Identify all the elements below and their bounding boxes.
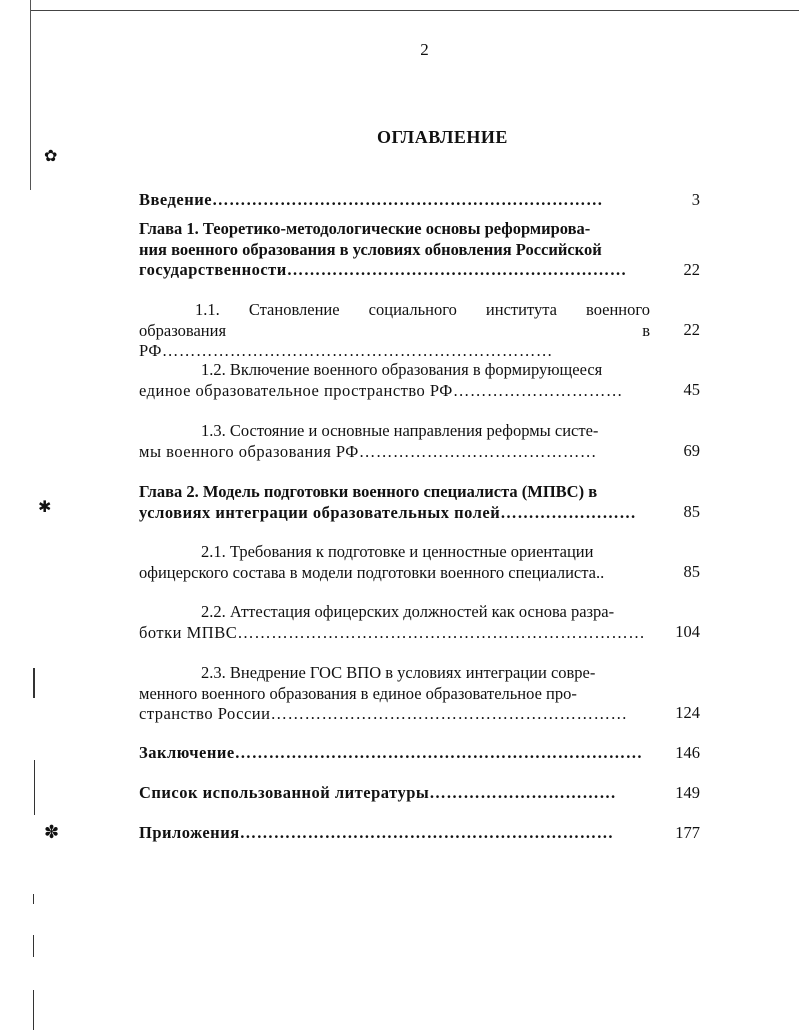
scan-speck	[33, 935, 34, 957]
scan-mark-icon: ✱	[38, 497, 52, 516]
scan-mark-icon: ✽	[44, 822, 60, 843]
scan-edge-top	[30, 10, 799, 11]
toc-entry-section-2-2: 2.2. Аттестация офицерских должностей как основа разра- ботки МПВС………………………………………………………………	[139, 602, 646, 642]
scan-speck	[33, 990, 34, 1030]
toc-entry-chapter-2: Глава 2. Модель подготовки военного специалиста (МПВС) в условиях интеграции образовательных полей……………………	[139, 482, 637, 522]
toc-entry-section-1-2: 1.2. Включение военного образования в формирующееся единое образовательное пространство РФ…………………………	[139, 360, 623, 400]
page-title: ОГЛАВЛЕНИЕ	[377, 127, 508, 147]
page-ref: 22	[683, 260, 700, 279]
page-ref: 85	[683, 502, 700, 521]
toc-entry-section-1-3: 1.3. Состояние и основные направления реформы систе- мы военного образования РФ……………………………………	[139, 421, 599, 461]
scan-speck	[33, 894, 34, 904]
toc-entry-chapter-1: Глава 1. Теоретико-методологические основы реформирова- ния военного образования в условиях обновления Российской государственности……………………………………………………	[139, 219, 627, 279]
page-ref: 45	[683, 380, 700, 399]
toc-entry-section-2-1: 2.1. Требования к подготовке и ценностные ориентации офицерского состава в модели подготовки военного специалиста..	[139, 542, 605, 582]
page-ref: 177	[675, 823, 700, 842]
toc-entry-section-2-3: 2.3. Внедрение ГОС ВПО в условиях интеграции совре- менного военного образования в единое образовательное про- странство России………………………………………………………	[139, 663, 628, 723]
page-ref: 3	[691, 190, 700, 209]
page-ref: 85	[683, 562, 700, 581]
toc-entry-conclusion: Заключение………………………………………………………………	[139, 743, 643, 762]
page-ref: 69	[683, 441, 700, 460]
scan-speck	[33, 668, 35, 698]
toc-entry-section-1-1: 1.1. Становление социального института военного образования в РФ……………………………………………………………	[139, 300, 650, 360]
scan-edge-left	[30, 0, 31, 190]
page-ref: 104	[675, 622, 700, 641]
page-number: 2	[420, 40, 429, 59]
page-ref: 22	[683, 320, 700, 339]
toc-entry-introduction: Введение……………………………………………………………	[139, 190, 604, 209]
toc-entry-references: Список использованной литературы……………………………	[139, 783, 617, 802]
scan-mark-icon: ✿	[44, 146, 58, 165]
scan-speck	[34, 760, 35, 815]
page-ref: 149	[675, 783, 700, 802]
page-ref: 124	[675, 703, 700, 722]
page-ref: 146	[675, 743, 700, 762]
toc-entry-appendix: Приложения…………………………………………………………	[139, 823, 614, 842]
